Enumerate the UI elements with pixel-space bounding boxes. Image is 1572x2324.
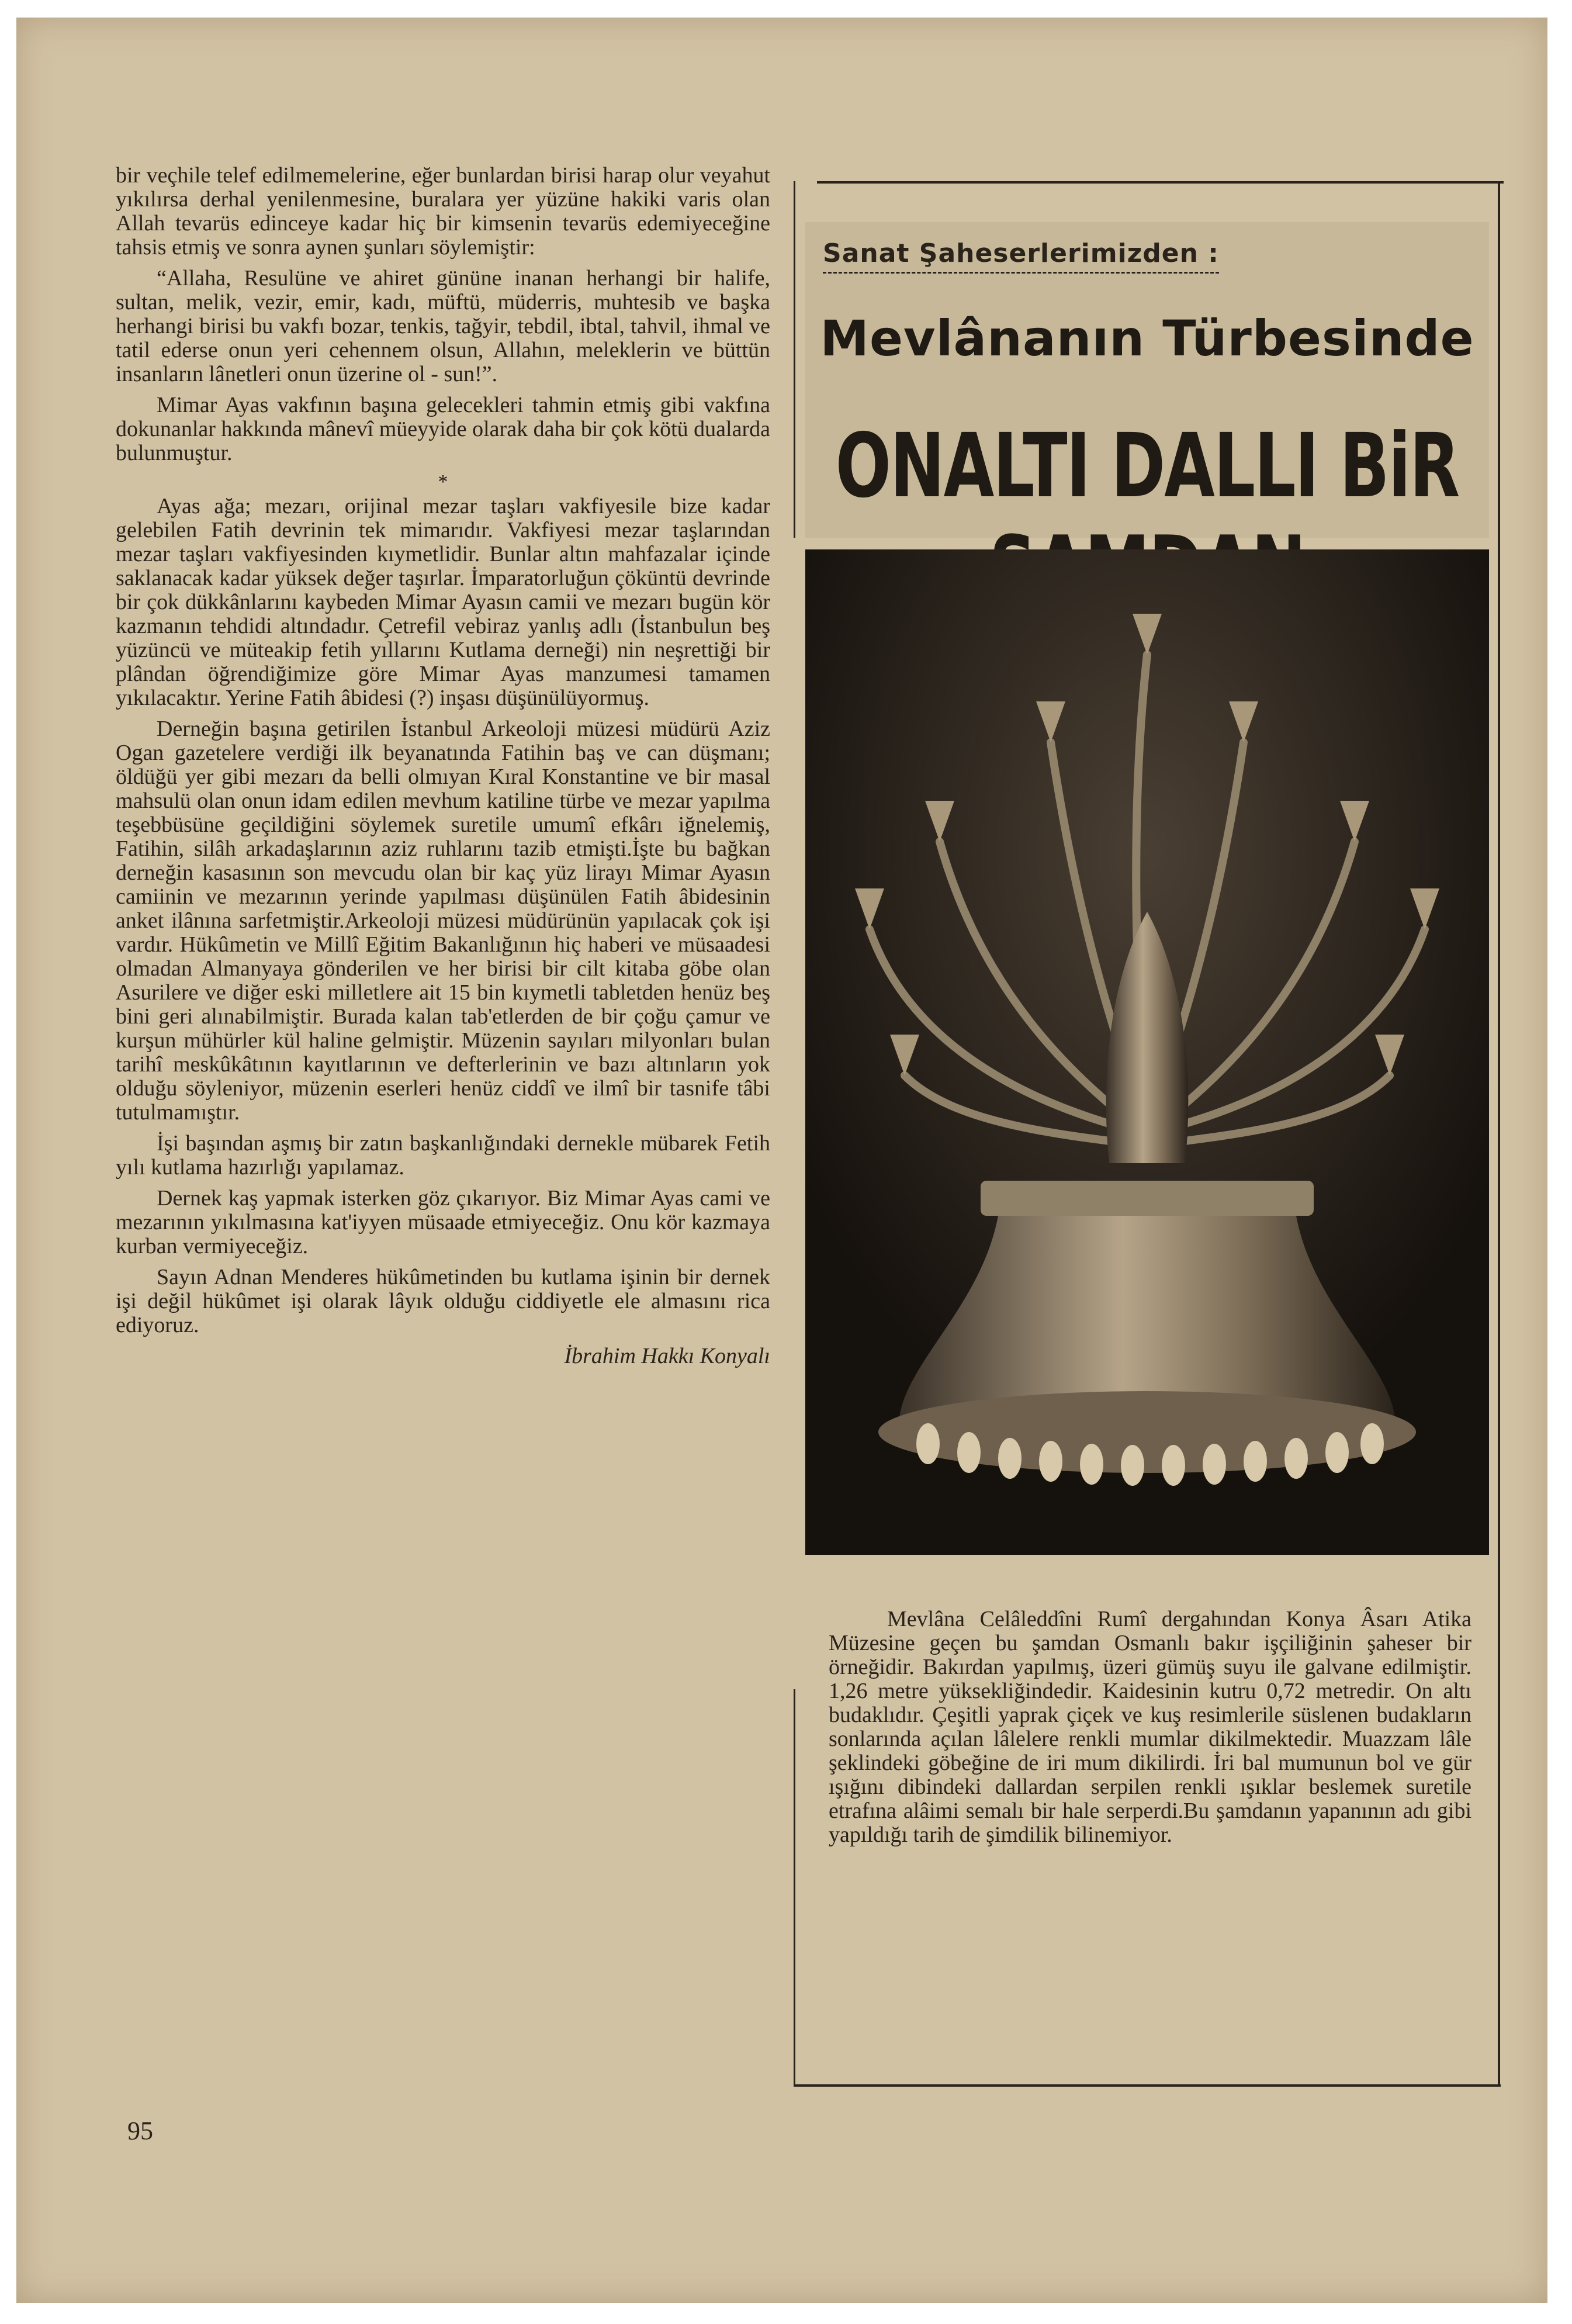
article-paragraph: Sayın Adnan Menderes hükûmetinden bu kutlama işinin bir dernek işi değil hükûmet işi olarak lâyık olduğu ciddiyetle ele almasını rica ediyoruz. [116, 1265, 770, 1337]
author-name: İbrahim Hakkı Konyalı [564, 1344, 770, 1368]
article-paragraph: İşi başından aşmış bir zatın başkanlığındaki dernekle mübarek Fetih yılı kutlama hazırlığı yapılamaz. [116, 1131, 770, 1180]
article-paragraph: Derneğin başına getirilen İstanbul Arkeoloji müzesi müdürü Aziz Ogan gazetelere verdiği ilk beyanatında Fatihin baş ve can düşmanı; öldüğü yer gibi mezarı da belli olmıyan Kıral Konstantine ve bir masal mahsulü olan onun idam edilen mevhum katiline türbe ve mezar yapılma teşebbüsüne geçildiğini söylemek suretile umumî efkârı iğnelemiş, Fatihin, silâh arkadaşlarının aziz ruhlarını tazib etmişti.İşte bu bağkan derneğin kasasının son mevcudu olan bir kaç yüz lirayı Mimar Ayasın camiinin ve mezarının yerinde yapılması düşünülen Fatih âbidesinin anket ilânına sarfetmiştir.Arkeoloji müzesi müdürünün yapılacak çok işi vardır. Hükûmetin ve Millî Eğitim Bakanlığının hiç haberi ve müsaadesi olmadan Almanyaya gönderilen ve her birisi bir cilt kitaba göbe olan Asurilere ve diğer eski milletlere ait 15 bin kıymetli tabletden henüz beş bini geri alınabilmiştir. Burada kalan tab'etlerden de bir çoğu çamur ve kurşun mühürler kül haline gelmiştir. Müzenin sayıları milyonları bulan tarihî meskûkâtının kayıtlarının ve defterlerinin ve bazı altınların yok olduğu söyleniyor, müzenin eserleri henüz ciddî ve ilmî bir tasnife tâbi tutulmamıştır. [116, 717, 770, 1125]
headline-secondary: ONALTI DALLI BiR [835, 415, 1459, 518]
candelabrum-illustration [805, 549, 1489, 1555]
article-left-column [116, 164, 770, 1368]
headline-box [805, 222, 1489, 538]
headline-primary: Mevlânanın Türbesinde [820, 310, 1474, 367]
article-paragraph: “Allaha, Resulüne ve ahiret gününe inanan herhangi bir halife, sultan, melik, vezir, emir, kadı, müftü, müderris, muhtesib ve başka herhangi birisi bu vakfı bozar, tenkis, tağyir, tebdil, ibtal, tahvil, ihmal ve tatil ederse onun yeri cehennem olsun, Allahın, meleklerin ve büttün insanların lânetleri onun üzerine ol - sun!”. [116, 266, 770, 386]
box-rule-bottom [794, 2084, 1501, 2087]
section-separator: * [438, 471, 448, 493]
newspaper-clipping [16, 18, 1547, 2303]
page-number: 95 [127, 2116, 153, 2145]
article-paragraph: Ayas ağa; mezarı, orijinal mezar taşları vakfiyesile bize kadar gelebilen Fatih devrinin tek mimarıdır. Vakfiyesi mezar taşlarından mezar taşları vakfiyesinden kıymetlidir. Bunlar altın mahfazalar içinde saklanacak kadar yüksek değer taşırlar. İmparatorluğun çöküntü devrinde bir çok dükkânlarını kaybeden Mimar Ayasın camii ve mezarı bugün kör kazmanın tehdidi altındadır. Çetrefil vebiraz yanlış adlı (İstanbulun beş yüzüncü ve müteakip fetih yıllarını Kutlama derneği) nin neşrettiği bir plândan öğrendiğimize göre Mimar Ayas manzumesi tamamen yıkılacaktır. Yerine Fatih âbidesi (?) inşası düşünülüyormuş. [116, 494, 770, 710]
article-paragraph: Mimar Ayas vakfının başına gelecekleri tahmin etmiş gibi vakfına dokunanlar hakkında mânevî müeyyide olarak daha bir çok kötü dualarda bulunmuştur. [116, 393, 770, 465]
section-kicker: Sanat Şaheserlerimizden : [823, 238, 1219, 274]
feature-box [782, 158, 1524, 2075]
article-paragraph: bir veçhile telef edilmemelerine, eğer bunlardan birisi harap olur veyahut yıkılırsa derhal yenilenmesine, buralara yer yüzüne hakiki varis olan Allah tevarüs edinceye kadar hiç bir kimsenin tevarüs edemiyeceğine tahsis etmiş ve sonra aynen şunları söylemiştir: [116, 163, 770, 260]
box-rule-left-lower [794, 1689, 795, 2087]
box-rule-left [794, 181, 795, 538]
box-rule-right [1498, 181, 1500, 2087]
article-paragraph: Dernek kaş yapmak isterken göz çıkarıyor. Biz Mimar Ayas cami ve mezarının yıkılmasına kat'iyyen müsaade etmiyeceğiz. Onu kör kazmaya kurban vermiyeceğiz. [116, 1186, 770, 1258]
author-signature [116, 1344, 770, 1368]
photo-caption: Mevlâna Celâleddîni Rumî dergahından Konya Âsarı Atika Müzesine geçen bu şamdan Osmanlı bakır işçiliğinin şaheser bir örneğidir. Bakırdan yapılmış, üzeri gümüş suyu ile galvane edilmiştir. 1,26 metre yüksekliğindedir. Kaidesinin kutru 0,72 metredir. On altı budaklıdır. Çeşitli yaprak çiçek ve kuş resimlerile süslenen budakların sonlarında açılan lâlelere renkli mumlar dikilmektedir. Muazzam lâle şeklindeki göbeğine de iri mum dikilirdi. İri bal mumunun bol ve gür ışığını dibindeki dallardan serpilen renkli ışıklar beslemek suretile etrafına alâimi semalı bir hale serperdi.Bu şamdanın yapanının adı gibi yapıldığı tarih de şimdilik bilinemiyor. [829, 1607, 1471, 1847]
candelabrum-photo [805, 549, 1489, 1555]
box-rule-top [817, 181, 1504, 184]
